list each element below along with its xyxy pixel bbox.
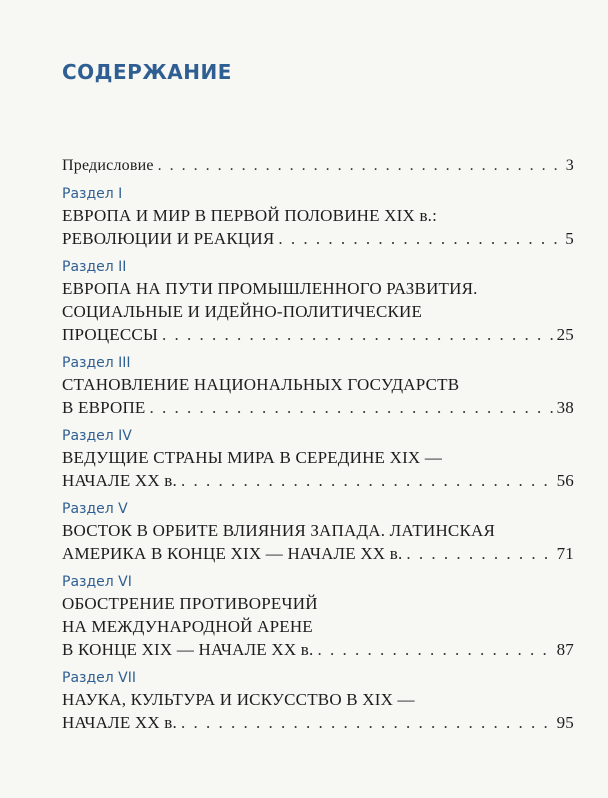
toc-entry-title: АМЕРИКА В КОНЦЕ XIX — НАЧАЛЕ XX в. bbox=[62, 544, 403, 563]
toc-entry-section-2[interactable] bbox=[62, 257, 574, 346]
dot-leader bbox=[406, 542, 552, 565]
dot-leader bbox=[150, 396, 553, 419]
toc-line bbox=[62, 323, 574, 346]
toc-entry-section-5[interactable] bbox=[62, 499, 574, 565]
toc-entry-section-4[interactable] bbox=[62, 426, 574, 492]
toc-page-number: 3 bbox=[565, 157, 574, 174]
toc-line: НАУКА, КУЛЬТУРА И ИСКУССТВО В XIX — bbox=[62, 690, 415, 709]
toc-line: НА МЕЖДУНАРОДНОЙ АРЕНЕ bbox=[62, 617, 313, 636]
dot-leader bbox=[278, 227, 561, 250]
toc-line bbox=[62, 542, 574, 565]
toc-entry-title: РЕВОЛЮЦИИ И РЕАКЦИЯ bbox=[62, 229, 275, 248]
toc-entry-title: НАЧАЛЕ XX в. bbox=[62, 713, 177, 732]
dot-leader bbox=[181, 711, 553, 734]
toc-page-number: 38 bbox=[556, 398, 574, 417]
toc-page-number: 5 bbox=[565, 229, 574, 248]
toc-page-number: 71 bbox=[556, 544, 574, 563]
toc-line: СТАНОВЛЕНИЕ НАЦИОНАЛЬНЫХ ГОСУДАРСТВ bbox=[62, 375, 460, 394]
section-label: Раздел I bbox=[62, 186, 123, 202]
dot-leader bbox=[181, 469, 553, 492]
section-label: Раздел VI bbox=[62, 574, 132, 590]
toc-line: ВЕДУЩИЕ СТРАНЫ МИРА В СЕРЕДИНЕ XIX — bbox=[62, 448, 443, 467]
section-label: Раздел IV bbox=[62, 428, 132, 444]
toc-entry-preface[interactable] bbox=[62, 154, 574, 177]
dot-leader bbox=[158, 154, 562, 177]
toc-page-number: 95 bbox=[556, 713, 574, 732]
toc-line bbox=[62, 396, 574, 419]
toc-entry-section-1[interactable] bbox=[62, 184, 574, 250]
page-title: СОДЕРЖАНИЕ bbox=[62, 60, 232, 84]
toc-line: ВОСТОК В ОРБИТЕ ВЛИЯНИЯ ЗАПАДА. ЛАТИНСКАЯ bbox=[62, 521, 496, 540]
dot-leader bbox=[162, 323, 553, 346]
section-label: Раздел II bbox=[62, 259, 127, 275]
section-label: Раздел V bbox=[62, 501, 128, 517]
toc-entry-title: ПРОЦЕССЫ bbox=[62, 325, 158, 344]
toc-line: ЕВРОПА НА ПУТИ ПРОМЫШЛЕННОГО РАЗВИТИЯ. bbox=[62, 279, 478, 298]
toc-entry-title: НАЧАЛЕ XX в. bbox=[62, 471, 177, 490]
toc-page-number: 87 bbox=[556, 640, 574, 659]
toc-line bbox=[62, 154, 574, 177]
toc-line bbox=[62, 227, 574, 250]
table-of-contents bbox=[62, 154, 574, 734]
toc-line bbox=[62, 469, 574, 492]
toc-line: ОБОСТРЕНИЕ ПРОТИВОРЕЧИЙ bbox=[62, 594, 318, 613]
toc-entry-section-6[interactable] bbox=[62, 572, 574, 661]
toc-entry-title: Предисловие bbox=[62, 157, 154, 174]
toc-line bbox=[62, 711, 574, 734]
toc-line: ЕВРОПА И МИР В ПЕРВОЙ ПОЛОВИНЕ XIX в.: bbox=[62, 206, 438, 225]
toc-entry-title: В ЕВРОПЕ bbox=[62, 398, 146, 417]
toc-entry-section-7[interactable] bbox=[62, 668, 574, 734]
toc-page-number: 56 bbox=[556, 471, 574, 490]
toc-page-number: 25 bbox=[556, 325, 574, 344]
toc-entry-section-3[interactable] bbox=[62, 353, 574, 419]
section-label: Раздел VII bbox=[62, 670, 136, 686]
section-label: Раздел III bbox=[62, 355, 131, 371]
dot-leader bbox=[317, 638, 552, 661]
toc-entry-title: В КОНЦЕ XIX — НАЧАЛЕ XX в. bbox=[62, 640, 314, 659]
toc-line: СОЦИАЛЬНЫЕ И ИДЕЙНО-ПОЛИТИЧЕСКИЕ bbox=[62, 302, 423, 321]
toc-line bbox=[62, 638, 574, 661]
